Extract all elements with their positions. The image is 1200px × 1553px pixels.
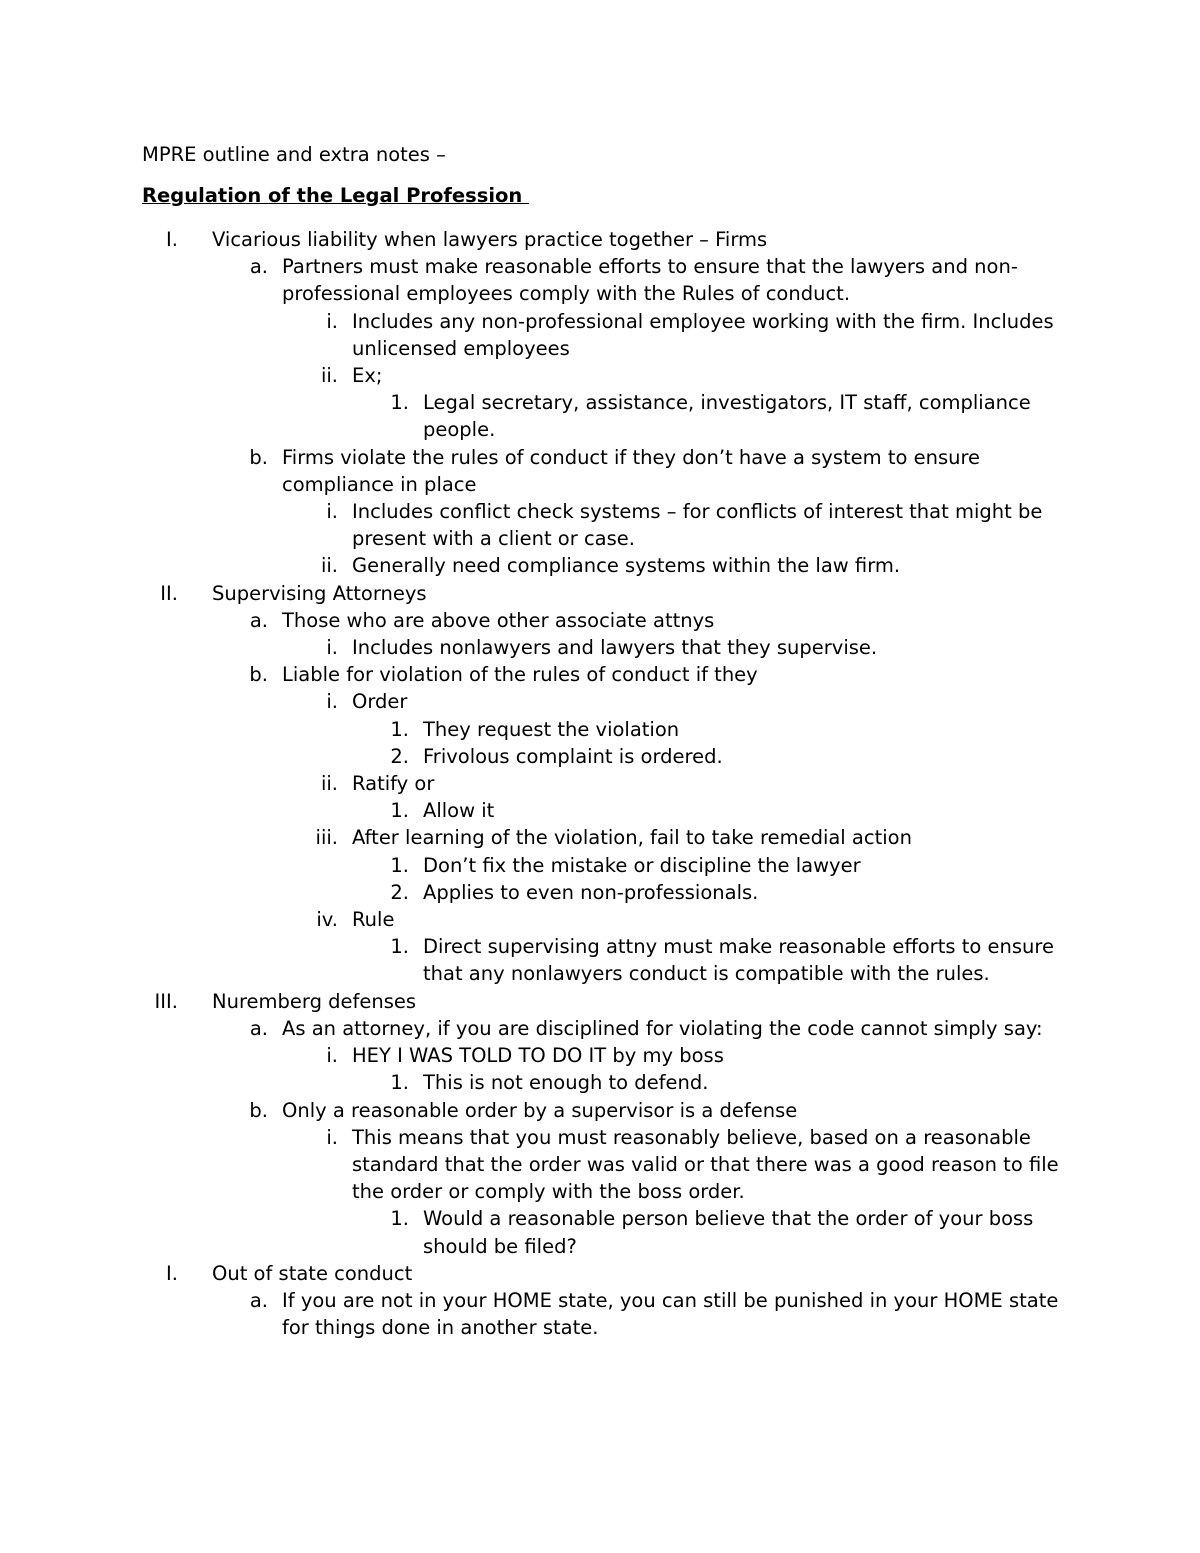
outline-item-level-4 <box>0 1205 1200 1259</box>
outline-item-marker: a. <box>249 1016 268 1040</box>
outline-item-level-3 <box>0 824 1200 851</box>
outline-item-marker: 2. <box>390 880 409 904</box>
outline-item-level-2 <box>0 1097 1200 1124</box>
outline-item-text: Vicarious liability when lawyers practice together – Firms <box>212 228 768 251</box>
outline-item-level-4 <box>0 852 1200 879</box>
outline-item-level-4 <box>0 879 1200 906</box>
outline-item-text: Ratify or <box>352 772 435 796</box>
outline-item-text: Includes any non-professional employee working with the firm. Includes unlicensed employees <box>352 309 1054 360</box>
outline-item-level-3 <box>0 362 1200 389</box>
outline-item-text: Supervising Attorneys <box>212 581 427 605</box>
outline-item-text: Frivolous complaint is ordered. <box>423 744 723 768</box>
outline-item-marker: ii. <box>320 364 338 388</box>
outline-item-level-1 <box>0 226 1200 253</box>
outline-item-marker: i. <box>326 690 338 714</box>
outline-item-level-3 <box>0 308 1200 362</box>
outline-item-marker: 1. <box>390 1071 409 1095</box>
outline-item-marker: 2. <box>390 744 409 768</box>
outline-item-level-2 <box>0 607 1200 634</box>
outline-item-text: Only a reasonable order by a supervisor is a defense <box>282 1098 798 1122</box>
outline-item-text: Don’t fix the mistake or discipline the lawyer <box>423 853 861 877</box>
outline-list <box>0 226 1200 1341</box>
outline-item-marker: 1. <box>390 717 409 741</box>
document-title: MPRE outline and extra notes – <box>142 143 446 166</box>
outline-item-text: Allow it <box>423 799 495 823</box>
outline-item-text: Applies to even non-professionals. <box>423 880 759 904</box>
outline-item-level-1 <box>0 580 1200 607</box>
outline-item-level-3 <box>0 770 1200 797</box>
outline-item-level-3 <box>0 906 1200 933</box>
outline-item-level-2 <box>0 444 1200 498</box>
outline-item-marker: 1. <box>390 935 409 959</box>
outline-item-text: HEY I WAS TOLD TO DO IT by my boss <box>352 1044 724 1068</box>
outline-item-marker: a. <box>249 255 268 279</box>
outline-item-marker: b. <box>249 1098 268 1122</box>
outline-item-text: Liable for violation of the rules of conduct if they <box>282 663 758 687</box>
outline-item-level-3 <box>0 498 1200 552</box>
outline-item-level-4 <box>0 797 1200 824</box>
outline-item-level-3 <box>0 1124 1200 1206</box>
outline-item-marker: 1. <box>390 1207 409 1231</box>
outline-item-text: After learning of the violation, fail to take remedial action <box>352 826 912 850</box>
outline-item-level-2 <box>0 253 1200 307</box>
outline-item-level-2 <box>0 1015 1200 1042</box>
outline-item-text: Out of state conduct <box>212 1261 413 1285</box>
outline-item-level-1 <box>0 988 1200 1015</box>
outline-item-marker: iii. <box>315 826 338 850</box>
outline-item-marker: 1. <box>390 853 409 877</box>
outline-item-text: Nuremberg defenses <box>212 989 417 1013</box>
outline-item-level-2 <box>0 661 1200 688</box>
outline-item-text: Includes nonlawyers and lawyers that they supervise. <box>352 636 878 660</box>
outline-item-level-3 <box>0 634 1200 661</box>
outline-item-text: Ex; <box>352 364 383 388</box>
outline-item-text: If you are not in your HOME state, you can still be punished in your HOME state for things done in another state. <box>282 1288 1059 1340</box>
outline-item-marker: II. <box>160 581 178 605</box>
outline-item-text: Would a reasonable person believe that the order of your boss should be filed? <box>423 1207 1034 1258</box>
outline-item-marker: 1. <box>390 391 409 415</box>
outline-item-marker: i. <box>326 500 338 524</box>
outline-item-level-2 <box>0 1287 1200 1341</box>
outline-item-marker: 1. <box>390 799 409 823</box>
outline-item-text: Direct supervising attny must make reasonable efforts to ensure that any nonlawyers conduct is compatible with the rules. <box>423 935 1054 986</box>
outline-item-level-3 <box>0 1042 1200 1069</box>
outline-item-level-4 <box>0 1069 1200 1096</box>
outline-item-level-3 <box>0 552 1200 579</box>
outline-item-text: They request the violation <box>423 717 680 741</box>
outline-item-text: Partners must make reasonable efforts to ensure that the lawyers and non-professional employees comply with the Rules of conduct. <box>282 255 1018 306</box>
outline-item-text: Rule <box>352 908 395 932</box>
outline-item-marker: iv. <box>316 908 338 932</box>
outline-item-marker: III. <box>154 989 178 1013</box>
outline-item-text: This is not enough to defend. <box>423 1071 709 1095</box>
outline-item-marker: a. <box>249 1288 268 1312</box>
outline-item-level-4 <box>0 743 1200 770</box>
outline-item-marker: b. <box>249 445 268 469</box>
outline-item-text: Order <box>352 690 408 714</box>
outline-item-marker: ii. <box>320 554 338 578</box>
outline-item-marker: i. <box>326 1125 338 1149</box>
outline-item-text: As an attorney, if you are disciplined for violating the code cannot simply say: <box>282 1016 1043 1040</box>
outline-item-marker: i. <box>326 636 338 660</box>
outline-item-marker: ii. <box>320 772 338 796</box>
outline-item-marker: a. <box>249 608 268 632</box>
outline-item-text: Includes conflict check systems – for conflicts of interest that might be present with a client or case. <box>352 500 1043 551</box>
outline-item-marker: I. <box>166 1261 178 1285</box>
outline-item-marker: i. <box>326 1044 338 1068</box>
outline-item-level-3 <box>0 688 1200 715</box>
outline-item-text: Generally need compliance systems within the law firm. <box>352 554 901 578</box>
outline-item-level-4 <box>0 389 1200 443</box>
outline-item-marker: i. <box>326 309 338 333</box>
outline-item-level-1 <box>0 1260 1200 1287</box>
outline-item-marker: I. <box>166 228 178 251</box>
section-heading: Regulation of the Legal Profession <box>142 184 530 207</box>
outline-item-level-4 <box>0 716 1200 743</box>
outline-item-text: Those who are above other associate attnys <box>282 608 715 632</box>
outline-item-text: Legal secretary, assistance, investigators, IT staff, compliance people. <box>423 391 1031 442</box>
outline-item-text: This means that you must reasonably believe, based on a reasonable standard that the order was valid or that there was a good reason to file the order or comply with the boss order. <box>352 1125 1059 1204</box>
outline-item-level-4 <box>0 933 1200 987</box>
outline-item-text: Firms violate the rules of conduct if they don’t have a system to ensure compliance in place <box>282 445 981 496</box>
outline-item-marker: b. <box>249 663 268 687</box>
